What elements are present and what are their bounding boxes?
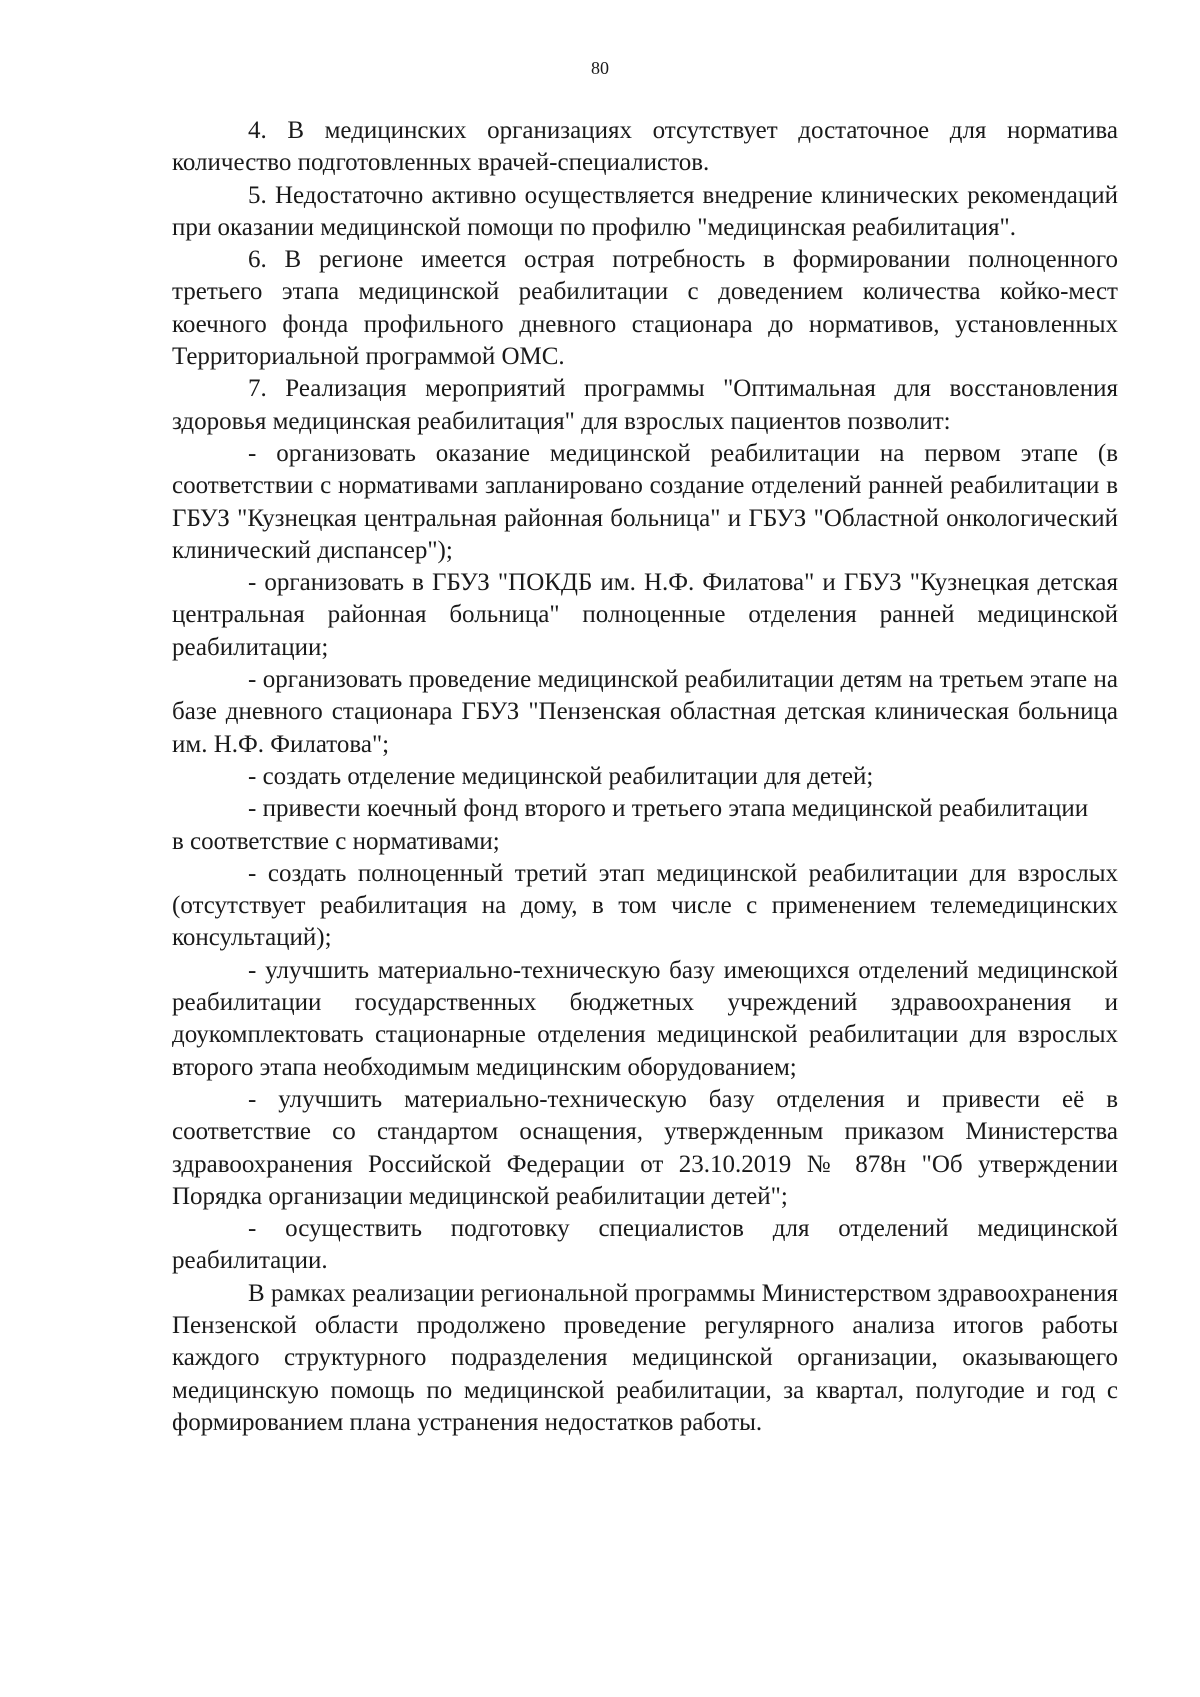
list-item-training: - осуществить подготовку специалистов для отделений медицинской реабилитации.: [172, 1215, 1118, 1275]
list-item-equipment-adults: - улучшить материально-техническую базу имеющихся отделений медицинской реабилитации государственных бюджетных учреждений здравоохранения и доукомплектовать стационарные отделения медицинской реабилитации для взрослых второго этапа необходимым медицинским оборудованием;: [172, 956, 1118, 1081]
list-item-equipment-standard: - улучшить материально-техническую базу отделения и привести её в соответствие со стандартом оснащения, утвержденным приказом Министерства здравоохранения Российской Федерации от 23.10.2019 № 878н "Об утверждении Порядка организации медицинской реабилитации детей";: [172, 1085, 1118, 1210]
list-item-children-departments: - организовать в ГБУЗ "ПОКДБ им. Н.Ф. Филатова" и ГБУЗ "Кузнецкая детская центральная районная больница" полноценные отделения ранней медицинской реабилитации;: [172, 569, 1118, 661]
paragraph-item-6: 6. В регионе имеется острая потребность в формировании полноценного третьего этапа медицинской реабилитации с доведением количества койко-мест коечного фонда профильного дневного стационара до нормативов, установленных Территориальной программой ОМС.: [172, 246, 1118, 371]
paragraph-item-4: 4. В медицинских организациях отсутствует достаточное для норматива количество подготовленных врачей-специалистов.: [172, 117, 1118, 177]
list-item-third-stage-children: - организовать проведение медицинской реабилитации детям на третьем этапе на базе дневного стационара ГБУЗ "Пензенская областная детская клиническая больница им. Н.Ф. Филатова";: [172, 666, 1118, 758]
paragraph-item-5: 5. Недостаточно активно осуществляется внедрение клинических рекомендаций при оказании медицинской помощи по профилю "медицинская реабилитация".: [172, 181, 1118, 241]
list-item-create-department: - создать отделение медицинской реабилитации для детей;: [248, 762, 874, 790]
document-body: [172, 115, 1118, 1439]
page-number: 80: [591, 58, 609, 78]
list-item-bed-fund: - привести коечный фонд второго и третьего этапа медицинской реабилитации: [248, 795, 1089, 823]
list-item-third-stage-adults: - создать полноценный третий этап медицинской реабилитации для взрослых (отсутствует реабилитация на дому, в том числе с применением телемедицинских консультаций);: [172, 859, 1118, 952]
paragraph-item-7: 7. Реализация мероприятий программы "Оптимальная для восстановления здоровья медицинская реабилитация" для взрослых пациентов позволит:: [172, 375, 1118, 435]
paragraph-conclusion: В рамках реализации региональной программы Министерством здравоохранения Пензенской области продолжено проведение регулярного анализа итогов работы каждого структурного подразделения медицинской организации, оказывающего медицинскую помощь по медицинской реабилитации, за квартал, полугодие и год с формированием плана устранения недостатков работы.: [172, 1279, 1118, 1436]
list-item-bed-fund-continued: в соответствие с нормативами;: [172, 827, 500, 855]
list-item-early-rehab: - организовать оказание медицинской реабилитации на первом этапе (в соответствии с нормативами запланировано создание отделений ранней реабилитации в ГБУЗ "Кузнецкая центральная районная больница" и ГБУЗ "Областной онкологический клинический диспансер");: [172, 439, 1118, 564]
